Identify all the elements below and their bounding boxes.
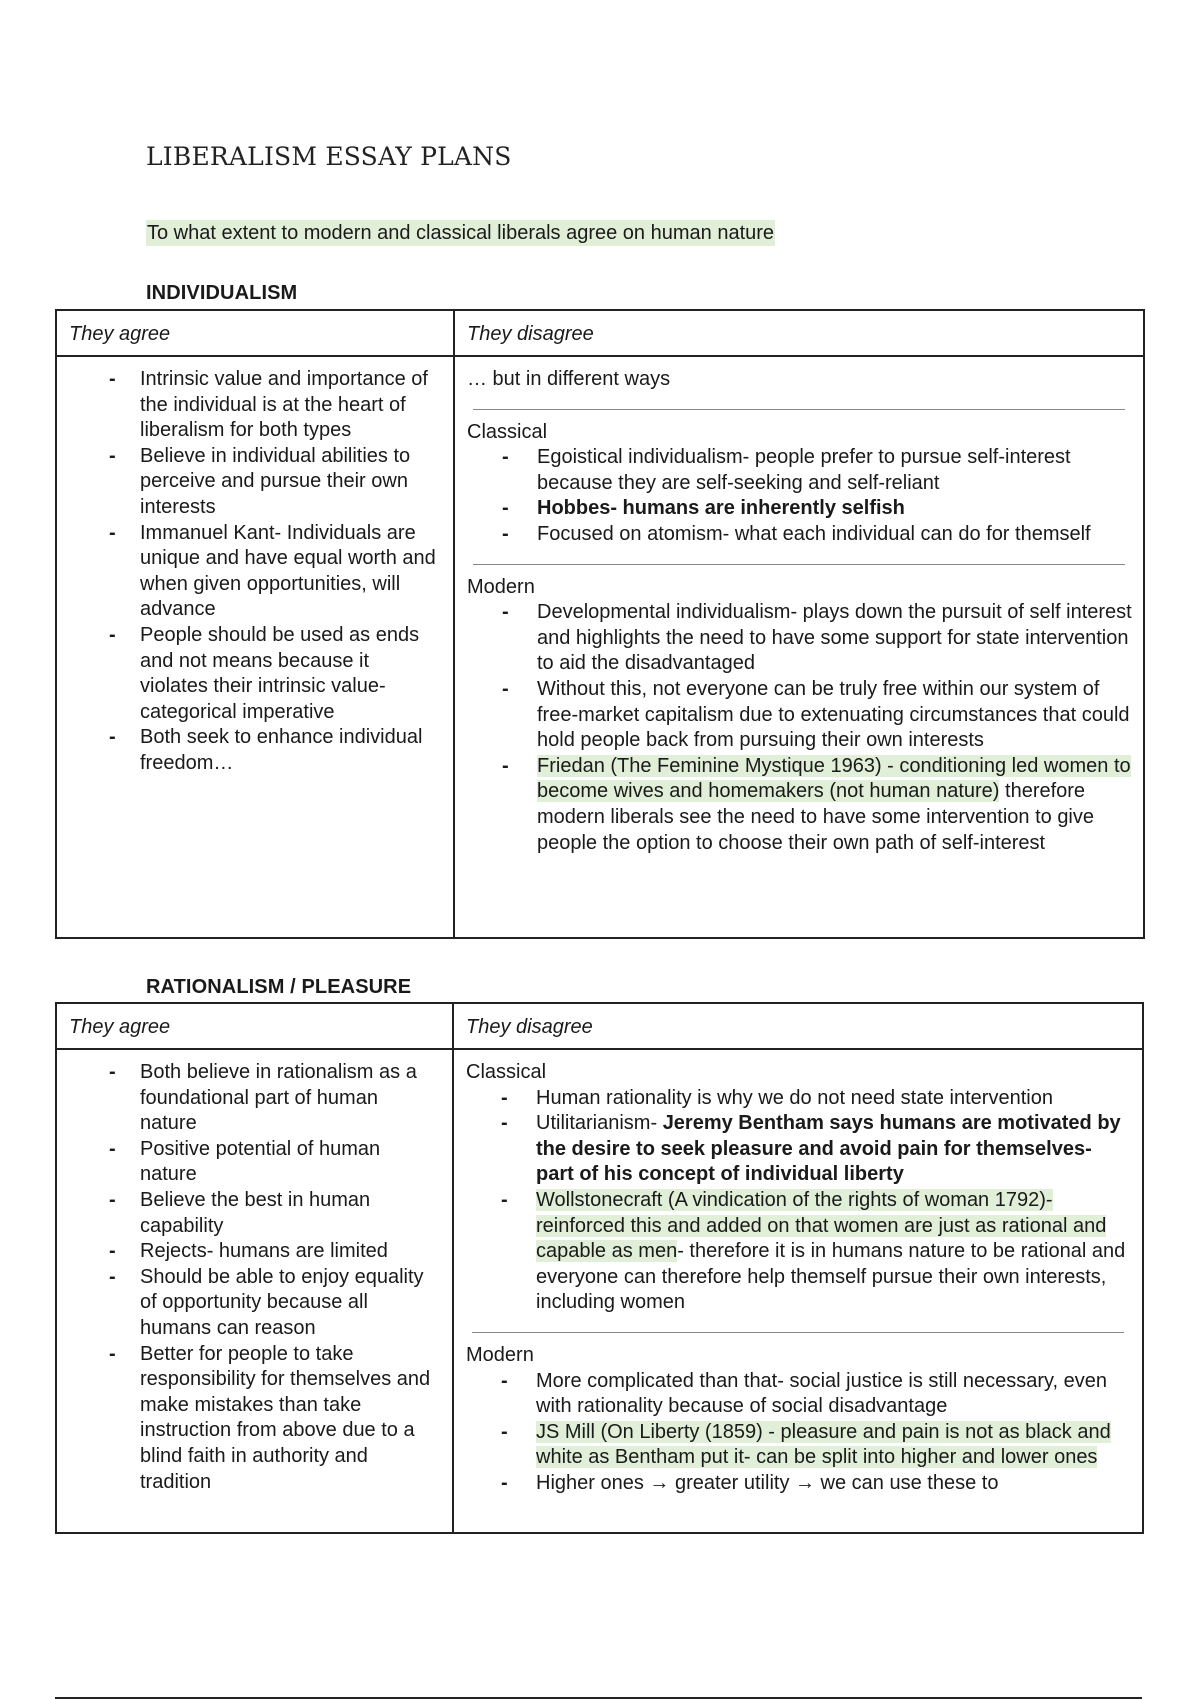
modern-label: Modern: [467, 575, 535, 598]
table-body-row: [56, 356, 1144, 938]
agree-header: They agree: [56, 1003, 453, 1049]
list-item: - Higher ones → greater utility → we can use these to: [464, 1471, 1132, 1497]
list-item: - People should be used as ends and not means because it violates their intrinsic value- categorical imperative: [67, 623, 439, 725]
agree-list: [67, 367, 439, 777]
list-item-text: therefore modern liberals see the need to have some intervention to give people the option to choose their own path of self-interest: [537, 780, 1095, 854]
list-item: [465, 754, 1133, 856]
list-item: - Hobbes- humans are inherently selfish: [465, 496, 1133, 522]
agree-list: [67, 1060, 438, 1495]
modern-list: [464, 1369, 1132, 1497]
list-item-text: Utilitarianism-: [536, 1112, 663, 1135]
list-item: - Rejects- humans are limited: [67, 1239, 438, 1265]
individualism-table: [55, 309, 1145, 939]
modern-label: Modern: [466, 1343, 534, 1366]
agree-cell: [56, 1049, 453, 1533]
document-title: LIBERALISM ESSAY PLANS: [146, 142, 512, 171]
bold-text: Jeremy Bentham says humans are motivated by the desire to seek pleasure and avoid pain for themselves- part of his concept of individual liberty: [536, 1112, 1121, 1186]
page-bottom-rule: [55, 1697, 1142, 1699]
section-heading-individualism: INDIVIDUALISM: [146, 282, 298, 304]
list-item: - Without this, not everyone can be truly free within our system of free-market capitalism due to extenuating circumstances that could hold people back from pursuing their own interests: [465, 677, 1133, 754]
classical-label: Classical: [467, 420, 548, 443]
disagree-header: They disagree: [453, 1003, 1143, 1049]
agree-cell: [56, 356, 454, 938]
list-item: - Developmental individualism- plays down the pursuit of self interest and highlights the need to have some support for state intervention to aid the disadvantaged: [465, 600, 1133, 677]
disagree-cell: [454, 356, 1144, 938]
highlighted-text: Wollstonecraft (A vindication of the rights of woman 1792)- reinforced this and added on that women are just as rational and capable as men: [536, 1188, 1107, 1263]
modern-list: [465, 600, 1133, 856]
list-item: - More complicated than that- social justice is still necessary, even with rationality because of social disadvantage: [464, 1369, 1132, 1420]
list-item: - Both believe in rationalism as a foundational part of human nature: [67, 1060, 438, 1137]
agree-header: They agree: [56, 310, 454, 356]
list-item: - Should be able to enjoy equality of opportunity because all humans can reason: [67, 1265, 438, 1342]
list-item: - Better for people to take responsibility for themselves and make mistakes than take instruction from above due to a blind faith in authority and tradition: [67, 1342, 438, 1496]
table-header-row: [56, 1003, 1143, 1049]
list-item-text: - therefore it is in humans nature to be rational and everyone can therefore help themself pursue their own interests, including women: [536, 1240, 1126, 1314]
divider: [473, 564, 1125, 565]
list-item: [464, 1111, 1132, 1188]
section-heading-rationalism: RATIONALISM / PLEASURE: [146, 976, 412, 998]
classical-label: Classical: [466, 1061, 547, 1083]
list-item: - Focused on atomism- what each individual can do for themself: [465, 522, 1133, 548]
list-item: - Immanuel Kant- Individuals are unique and have equal worth and when given opportunities, will advance: [67, 521, 439, 623]
rationalism-table: [55, 1002, 1144, 1534]
list-item: - Believe the best in human capability: [67, 1188, 438, 1239]
divider: [472, 1332, 1124, 1333]
disagree-header: They disagree: [454, 310, 1144, 356]
list-item: - Both seek to enhance individual freedom…: [67, 725, 439, 776]
classical-list: [465, 445, 1133, 547]
list-item: - Positive potential of human nature: [67, 1137, 438, 1188]
list-item: [464, 1188, 1132, 1316]
classical-list: [464, 1086, 1132, 1316]
list-item: - Believe in individual abilities to perceive and pursue their own interests: [67, 444, 439, 521]
list-item: - Egoistical individualism- people prefer to pursue self-interest because they are self-seeking and self-reliant: [465, 445, 1133, 496]
disagree-cell: [453, 1049, 1143, 1533]
essay-question: To what extent to modern and classical liberals agree on human nature: [147, 222, 775, 244]
table-body-row: [56, 1049, 1143, 1533]
highlighted-text: Friedan (The Feminine Mystique 1963) - conditioning led women to become wives and homemakers (not human nature): [537, 754, 1131, 803]
list-item: - Human rationality is why we do not need state intervention: [464, 1086, 1132, 1112]
list-item: [464, 1420, 1132, 1471]
divider: [473, 409, 1125, 410]
list-item: - Intrinsic value and importance of the individual is at the heart of liberalism for both types: [67, 367, 439, 444]
highlighted-text: JS Mill (On Liberty (1859) - pleasure and pain is not as black and white as Bentham put it- can be split into higher and lower ones: [536, 1420, 1111, 1469]
table-header-row: [56, 310, 1144, 356]
disagree-intro: … but in different ways: [467, 368, 671, 390]
